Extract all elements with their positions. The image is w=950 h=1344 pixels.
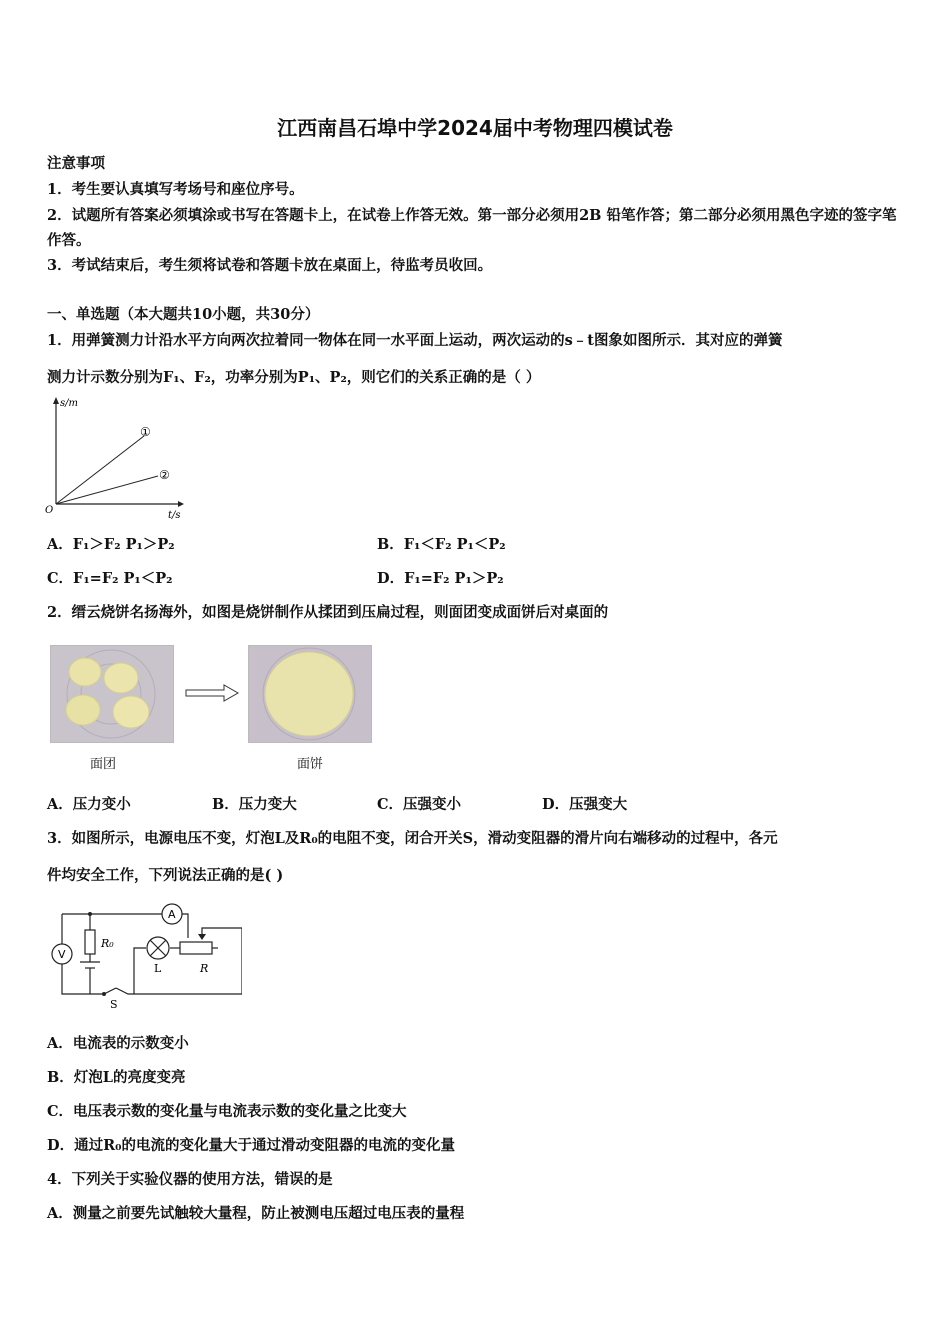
ammeter-label: A [168,908,176,921]
origin-label: O [45,505,54,516]
caption-dough: 面团 [90,757,117,772]
lamp-label: L [154,962,162,975]
q4-stem: 4．下列关于实验仪器的使用方法，错误的是 [47,1171,333,1188]
line-1-label: ① [140,425,151,439]
notice-item-2: 2．试题所有答案必须填涂或书写在答题卡上，在试卷上作答无效。第一部分必须用2B 铅笔作答；第二部分必须用黑色字迹的签字笔作答。 [47,207,897,249]
q3-option-c[interactable]: C．电压表示数的变化量与电流表示数的变化量之比变大 [47,1103,407,1120]
resistor-label: R₀ [101,937,114,950]
q3-stem-line1: 3．如图所示，电源电压不变，灯泡L及R₀的电阻不变，闭合开关S，滑动变阻器的滑片向右端移动的过程中，各元 [47,830,778,847]
q1-option-a[interactable]: A．F₁＞F₂ P₁＞P₂ [47,536,175,553]
page-title: 江西南昌石埠中学2024届中考物理四模试卷 [277,116,673,140]
notice-heading: 注意事项 [47,155,105,172]
section-heading: 一、单选题（本大题共10小题，共30分） [47,306,320,323]
s-axis-label: s/m [60,398,78,409]
notice-item-3: 3．考试结束后，考生须将试卷和答题卡放在桌面上，待监考员收回。 [47,257,493,274]
q2-option-c[interactable]: C．压强变小 [377,796,462,813]
q1-option-d[interactable]: D．F₁=F₂ P₁＞P₂ [377,570,504,587]
rheostat-label: R [200,962,209,975]
q3-option-b[interactable]: B．灯泡L的亮度变亮 [47,1069,186,1086]
q2-stem: 2．缙云烧饼名扬海外，如图是烧饼制作从揉团到压扁过程，则面团变成面饼后对桌面的 [47,604,609,621]
graph-line-1 [56,436,144,504]
voltmeter-label: V [58,948,66,961]
q2-option-a[interactable]: A．压力变小 [47,796,131,813]
q2-option-d[interactable]: D．压强变大 [542,796,628,813]
line-2-label: ② [159,468,170,482]
q3-option-d[interactable]: D．通过R₀的电流的变化量大于通过滑动变阻器的电流的变化量 [47,1137,455,1154]
q2-option-b[interactable]: B．压力变大 [212,796,297,813]
q4-option-a[interactable]: A．测量之前要先试触较大量程，防止被测电压超过电压表的量程 [47,1205,465,1222]
circuit-diagram [42,900,242,1012]
graph-line-2 [56,476,158,504]
caption-flatbread: 面饼 [297,757,324,772]
dough-balls-photo [50,645,174,743]
notice-item-1: 1．考生要认真填写考场号和座位序号。 [47,181,304,198]
q1-stem-line2: 测力计示数分别为F₁、F₂，功率分别为P₁、P₂，则它们的关系正确的是（ ） [47,369,541,386]
q1-stem-line1: 1．用弹簧测力计沿水平方向两次拉着同一物体在同一水平面上运动，两次运动的s﹣t图象如图所示．其对应的弹簧 [47,332,783,349]
switch-label: S [110,998,118,1011]
q3-stem-line2: 件均安全工作，下列说法正确的是( ) [47,867,284,884]
q3-option-a[interactable]: A．电流表的示数变小 [47,1035,189,1052]
t-axis-arrow [178,501,184,507]
q1-option-c[interactable]: C．F₁=F₂ P₁＜P₂ [47,570,173,587]
s-t-graph [40,392,190,524]
flat-dough-photo [248,645,372,743]
t-axis-label: t/s [168,510,181,521]
q1-option-b[interactable]: B．F₁＜F₂ P₁＜P₂ [377,536,506,553]
arrow-icon [184,684,240,702]
s-axis-arrow [53,397,59,404]
